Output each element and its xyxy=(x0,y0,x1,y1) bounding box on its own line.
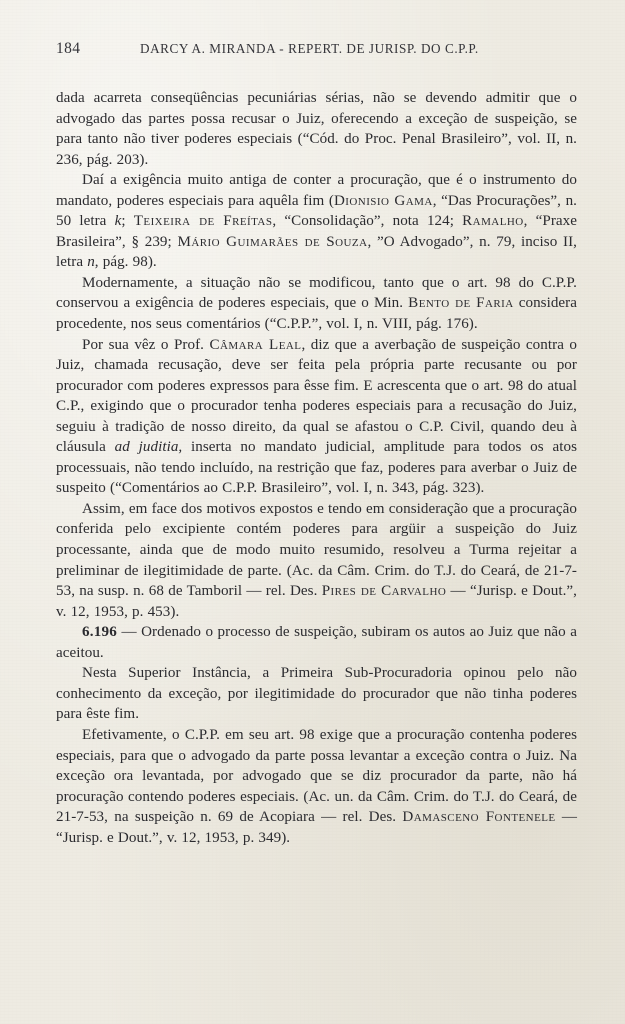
entry-number: 6.196 xyxy=(82,624,117,641)
paragraph-nesta-superior-instancia: Nesta Superior Instância, a Primeira Sub-Procuradoria opinou pelo não conhecimento da exceção, por ilegitimidade do procurador que não tinha poderes para êste fim. xyxy=(56,665,577,723)
text-segment: , pág. 98). xyxy=(94,254,157,271)
citation-author-bento-de-faria: Bento de Faria xyxy=(408,295,514,312)
text-segment: ; xyxy=(121,213,134,230)
running-head xyxy=(56,40,577,58)
running-head-title xyxy=(140,41,479,57)
paragraph-dai-a-exigencia xyxy=(56,170,577,273)
text-segment: Daí a exigência muito antiga de conter a procuração, que é o instrumento do mandato, poderes especiais para aquêla fim ( xyxy=(56,172,577,209)
text-segment: , ”O Advogado”, n. 79, inciso II, letra xyxy=(56,233,577,271)
entry-6196 xyxy=(56,622,577,663)
text-segment: , “Das Procurações”, n. 50 letra xyxy=(56,192,577,230)
page-folio-number: 184 xyxy=(56,40,81,57)
running-head-separator: - xyxy=(275,41,289,56)
text-segment: Assim, em face dos motivos expostos e tendo em consideração que a procuração conferida pelo excipiente contém poderes para argüir a suspeição do Juiz processante, ainda que de modo muito resumido, resolveu a Turma rejeitar a preliminar de ilegitimidade de parte. (Ac. da Câm. Crim. do T.J. do Ceará, de 21-7-53, na susp. n. 68 de Tamboril — rel. Des. xyxy=(56,500,577,600)
text-segment: inserta no mandato judicial, amplitude para todos os atos processuais, não tendo incluído, na restrição que faz, poderes para averbar o Juiz de suspeito (“Comentários ao C.P.P. Brasileiro”, vol. I, n. 343, pág. 323). xyxy=(56,439,577,497)
text-segment: — “Jurisp. e Dout.”, v. 12, 1953, p. 453). xyxy=(56,583,577,620)
text-segment: , diz que a averbação de suspeição contra o Juiz, chamada recusação, deve ser feita pela própria parte recusante ou por procurador com poderes expressos para êsse fim. E acrescenta que o art. 98 do atual C.P., exigindo que o procurador tenha poderes especiais para a recusação do Juiz, seguiu à tradição de nosso direito, da qual se afastou o C.P. Civil, quando deu à cláusula xyxy=(56,336,578,456)
citation-author-mario-guimaraes-de-souza: Mário Guimarães de Souza xyxy=(177,233,368,250)
paragraph-continuation xyxy=(56,88,577,170)
citation-author-ramalho: Ramalho xyxy=(462,213,524,230)
line-4: (“Cód. do Proc. Penal Brasileiro”, vol. II, n. 236, pág. 203). xyxy=(56,131,577,168)
text-segment: Por sua vêz o Prof. xyxy=(82,336,210,353)
line-2: admitir que o advogado das partes possa recusar o Juiz, oferecendo xyxy=(56,90,577,127)
text-segment: Efetivamente, o C.P.P. em seu art. 98 exige que a procuração contenha poderes especiais, para que o advogado da parte possa levantar a exceção contra o Juiz. Na exceção ora levantada, por advogado que se diz procurador da parte, não há procuração contendo poderes especiais. (Ac. un. da Câm. Crim. do T.J. do Ceará, de 21-7-53, na suspeição n. 69 de Acopiara — rel. Des. xyxy=(56,726,577,826)
paragraph-por-sua-vez xyxy=(56,335,577,499)
latin-phrase-ad-juditia: ad juditia, xyxy=(114,439,183,456)
line-3: a exceção de suspeição, se para tanto não tiver poderes especiais xyxy=(56,110,577,148)
citation-author-camara-leal: Câmara Leal xyxy=(209,336,302,353)
paragraph-efetivamente xyxy=(56,725,577,848)
citation-judge-pires-de-carvalho: Pires de Carvalho xyxy=(321,583,447,600)
entry-summary: — Ordenado o processo de suspeição, subiram os autos ao Juiz que não a aceitou. xyxy=(56,624,577,661)
paragraph-modernamente xyxy=(56,273,577,335)
running-head-author: DARCY A. MIRANDA xyxy=(140,41,276,56)
citation-judge-damasceno-fontenele: Damasceno Fontenele xyxy=(402,809,556,826)
text-segment: , “Praxe Brasileira”, § 239; xyxy=(56,213,578,250)
line-1: dada acarreta conseqüências pecuniárias sérias, não se devendo xyxy=(56,90,477,106)
text-segment: , “Consolidação”, nota 124; xyxy=(272,213,463,230)
running-head-work: REPERT. DE JURISP. DO C.P.P. xyxy=(288,41,479,56)
text-segment: — “Jurisp. e Dout.”, v. 12, 1953, p. 349). xyxy=(56,809,577,846)
italic-letter-k: k xyxy=(114,213,122,230)
body-text xyxy=(56,88,577,848)
text-segment: considera procedente, nos seus comentários (“C.P.P.”, vol. I, n. VIII, pág. 176). xyxy=(56,295,578,333)
citation-author-dionisio-gama: Dionisio Gama xyxy=(333,192,433,209)
text-segment: Modernamente, a situação não se modificou, tanto que o art. 98 do C.P.P. conservou a exigência de poderes especiais, que o Min. xyxy=(56,274,577,312)
italic-letter-n: n xyxy=(87,254,95,271)
citation-author-teixeira-de-freitas: Teixeira de Freítas xyxy=(133,213,273,230)
paragraph-assim xyxy=(56,499,577,622)
